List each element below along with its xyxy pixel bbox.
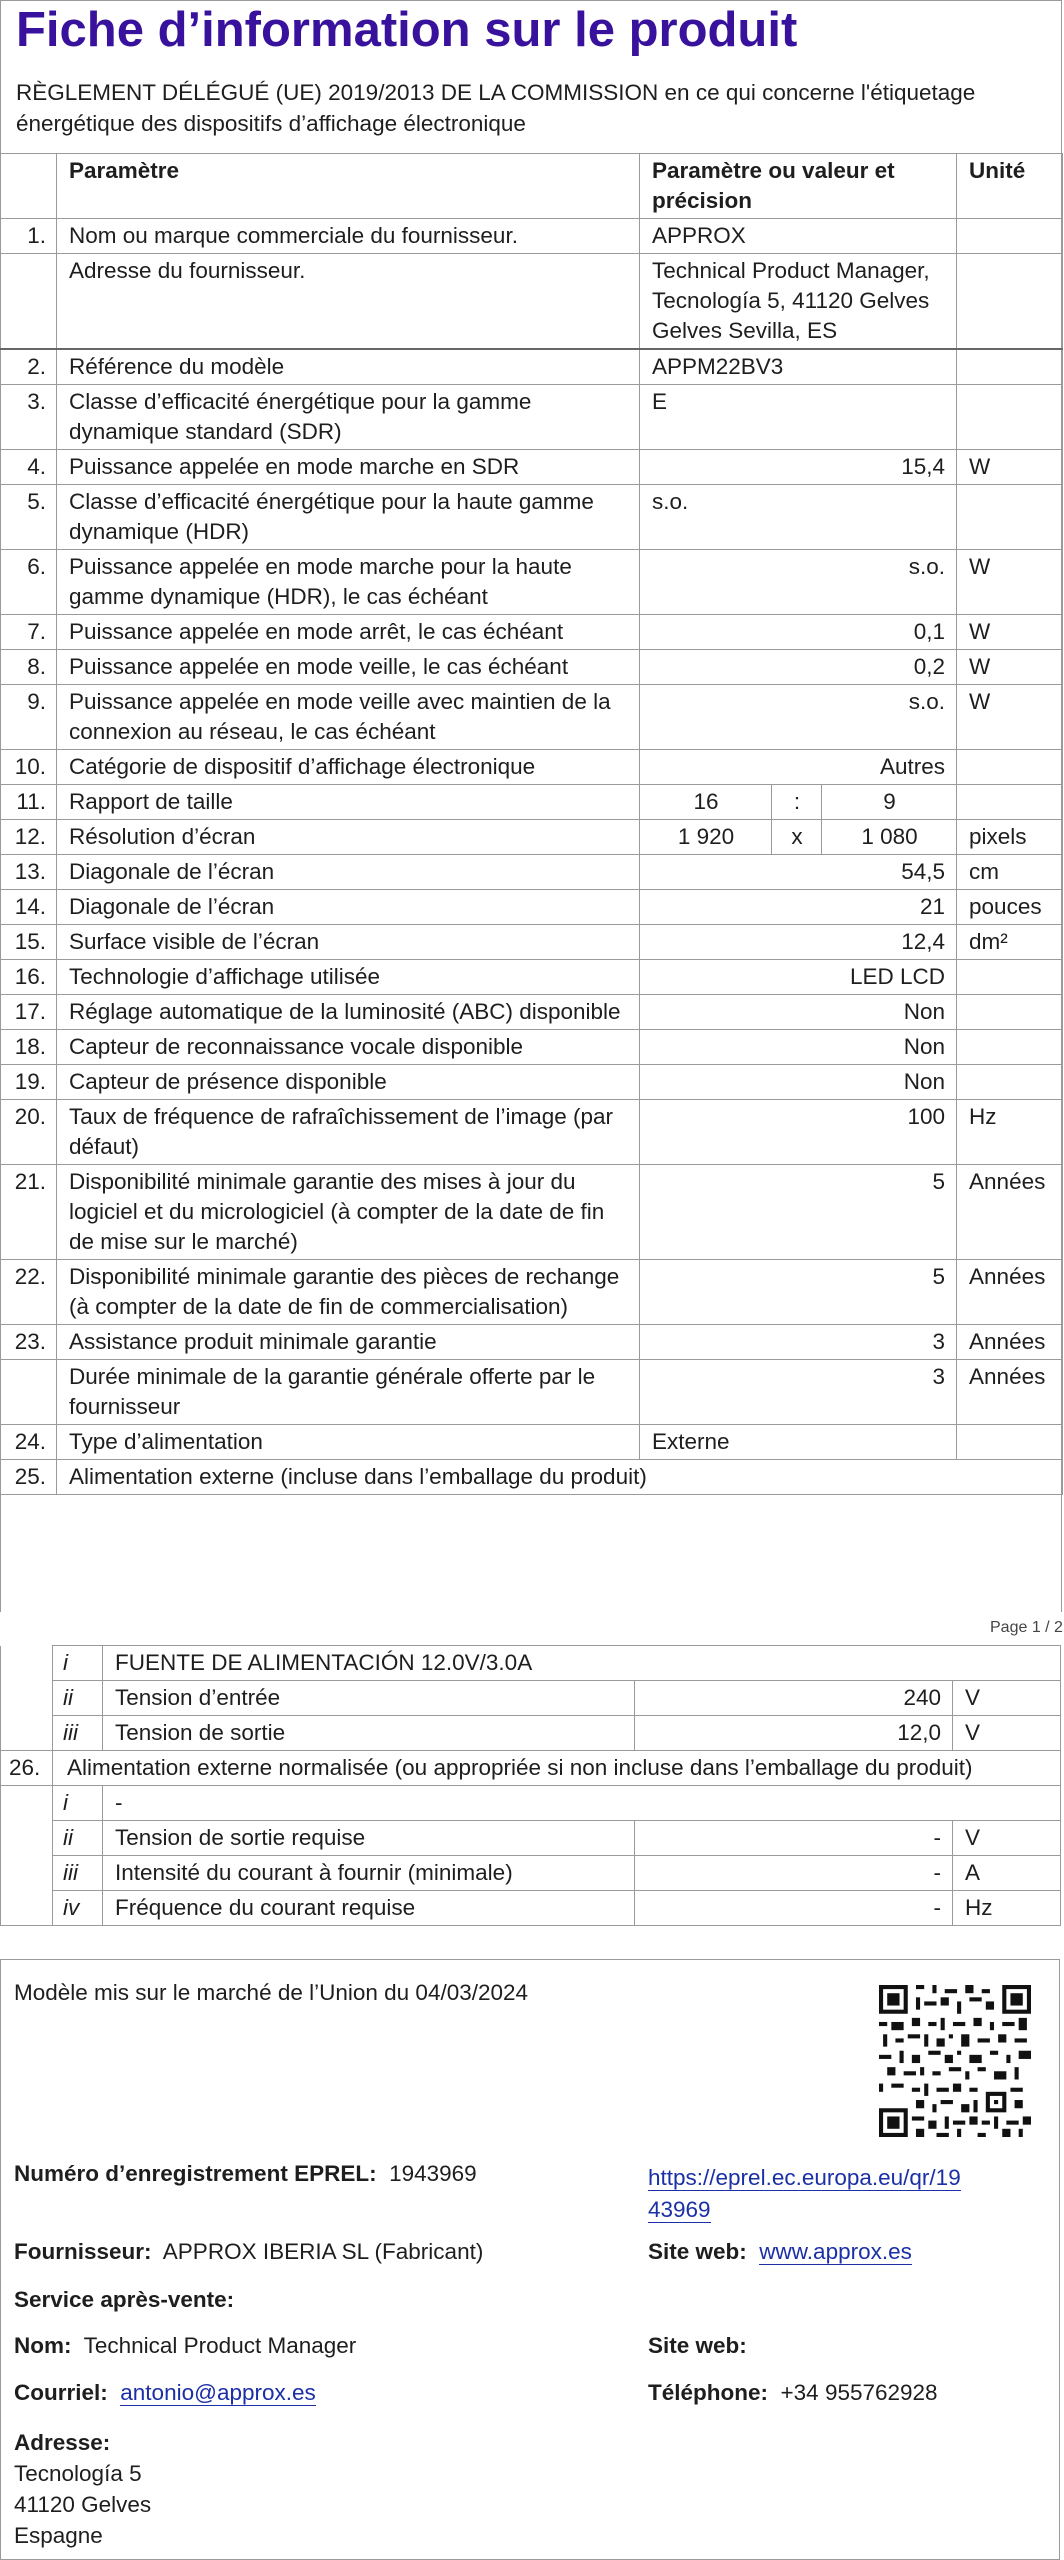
row-param: Puissance appelée en mode veille avec maintien de la connexion au réseau, le cas échéant	[57, 685, 640, 750]
row-value: Non	[640, 1065, 957, 1100]
eprel-link[interactable]: https://eprel.ec.europa.eu/qr/19	[648, 2165, 961, 2190]
ratio-width: 16	[640, 785, 772, 820]
row-param: Tension de sortie	[103, 1716, 635, 1751]
row-number: 2.	[1, 349, 57, 385]
phone-line	[648, 2380, 938, 2406]
supplier-line	[14, 2239, 483, 2265]
page-title: Fiche d’information sur le produit	[16, 3, 798, 57]
row-unit: pouces	[957, 890, 1063, 925]
row-value: 5	[640, 1165, 957, 1260]
table-row	[1, 1716, 1061, 1751]
product-info-table	[0, 153, 1063, 1495]
row-param: Alimentation externe normalisée (ou appropriée si non incluse dans l’emballage du produit)	[53, 1751, 1061, 1786]
row-value: LED LCD	[640, 960, 957, 995]
row-value: 0,2	[640, 650, 957, 685]
row-unit: cm	[957, 855, 1063, 890]
row-param: Disponibilité minimale garantie des pièces de rechange (à compter de la date de fin de commercialisation)	[57, 1260, 640, 1325]
row-unit	[957, 349, 1063, 385]
table-row	[1, 219, 1063, 254]
row-value: Technical Product Manager, Tecnología 5, 41120 Gelves Gelves Sevilla, ES	[640, 254, 957, 350]
row-unit: V	[953, 1821, 1061, 1856]
phone-label: Téléphone:	[648, 2380, 769, 2405]
row-unit: Années	[957, 1165, 1063, 1260]
row-param: Réglage automatique de la luminosité (ABC) disponible	[57, 995, 640, 1030]
row-param: Résolution d’écran	[57, 820, 640, 855]
table-row	[1, 1891, 1061, 1926]
table-row	[1, 1786, 1061, 1821]
row-value: Autres	[640, 750, 957, 785]
supplier-label: Fournisseur:	[14, 2239, 152, 2264]
table-row	[1, 254, 1063, 350]
row-number: ii	[53, 1821, 103, 1856]
address-block	[14, 2427, 151, 2551]
row-spacer	[1, 1856, 53, 1891]
website-label-2: Site web:	[648, 2333, 747, 2358]
market-date: Modèle mis sur le marché de l’Union du 04/03/2024	[14, 1980, 529, 2005]
table-row	[1, 995, 1063, 1030]
row-unit	[957, 1425, 1063, 1460]
row-unit	[957, 785, 1063, 820]
table-row	[1, 750, 1063, 785]
row-param: Type d’alimentation	[57, 1425, 640, 1460]
row-number: 26.	[1, 1751, 53, 1786]
row-value: -	[635, 1891, 953, 1926]
table-row	[1, 1100, 1063, 1165]
ratio-height: 9	[822, 785, 957, 820]
table-row	[1, 1165, 1063, 1260]
row-number: 24.	[1, 1425, 57, 1460]
resolution-width: 1 920	[640, 820, 772, 855]
row-unit	[957, 750, 1063, 785]
row-value: s.o.	[640, 485, 957, 550]
row-value: 0,1	[640, 615, 957, 650]
row-number: 3.	[1, 385, 57, 450]
website-label: Site web:	[648, 2239, 747, 2264]
row-number: 19.	[1, 1065, 57, 1100]
table-row	[1, 1460, 1063, 1495]
row-param: Puissance appelée en mode marche pour la haute gamme dynamique (HDR), le cas échéant	[57, 550, 640, 615]
row-value: -	[635, 1821, 953, 1856]
row-value: 12,4	[640, 925, 957, 960]
row-unit: A	[953, 1856, 1061, 1891]
table-row	[1, 960, 1063, 995]
row-param: Référence du modèle	[57, 349, 640, 385]
row-unit: Années	[957, 1325, 1063, 1360]
row-unit	[957, 385, 1063, 450]
ratio-separator: :	[772, 785, 822, 820]
row-number: 22.	[1, 1260, 57, 1325]
row-value: E	[640, 385, 957, 450]
row-spacer	[1, 1716, 53, 1751]
table-row	[1, 1425, 1063, 1460]
table-row	[1, 615, 1063, 650]
row-unit: Années	[957, 1260, 1063, 1325]
row-param: Disponibilité minimale garantie des mises à jour du logiciel et du micrologiciel (à compter de la date de fin de mise sur le marché)	[57, 1165, 640, 1260]
qr-code-icon[interactable]	[879, 1985, 1031, 2137]
row-number: 13.	[1, 855, 57, 890]
table-row	[1, 1751, 1061, 1786]
row-value: s.o.	[640, 550, 957, 615]
table-row	[1, 550, 1063, 615]
row-value: 240	[635, 1681, 953, 1716]
row-param: Taux de fréquence de rafraîchissement de l’image (par défaut)	[57, 1100, 640, 1165]
row-unit	[957, 1030, 1063, 1065]
email-link[interactable]: antonio@approx.es	[120, 2380, 316, 2405]
row-unit: V	[953, 1681, 1061, 1716]
row-param: Catégorie de dispositif d’affichage électronique	[57, 750, 640, 785]
table-row	[1, 820, 1063, 855]
row-number: 6.	[1, 550, 57, 615]
row-param: Fréquence du courant requise	[103, 1891, 635, 1926]
row-spacer	[1, 1646, 53, 1681]
row-number: iii	[53, 1716, 103, 1751]
row-unit: Hz	[957, 1100, 1063, 1165]
row-unit: W	[957, 650, 1063, 685]
row-value: APPROX	[640, 219, 957, 254]
row-value: s.o.	[640, 685, 957, 750]
row-value: Non	[640, 1030, 957, 1065]
row-param: Puissance appelée en mode veille, le cas échéant	[57, 650, 640, 685]
row-param: Surface visible de l’écran	[57, 925, 640, 960]
row-unit: W	[957, 550, 1063, 615]
row-value: APPM22BV3	[640, 349, 957, 385]
row-value: 15,4	[640, 450, 957, 485]
row-param: Diagonale de l’écran	[57, 890, 640, 925]
row-value: -	[635, 1856, 953, 1891]
row-param: Durée minimale de la garantie générale offerte par le fournisseur	[57, 1360, 640, 1425]
resolution-height: 1 080	[822, 820, 957, 855]
email-label: Courriel:	[14, 2380, 108, 2405]
row-unit: V	[953, 1716, 1061, 1751]
row-number: iii	[53, 1856, 103, 1891]
supplier-value: APPROX IBERIA SL (Fabricant)	[162, 2239, 484, 2264]
table-row	[1, 349, 1063, 385]
row-param: Diagonale de l’écran	[57, 855, 640, 890]
row-spacer	[1, 1891, 53, 1926]
row-param: Adresse du fournisseur.	[57, 254, 640, 350]
row-number: 9.	[1, 685, 57, 750]
row-spacer	[1, 1786, 53, 1821]
eprel-link-continued[interactable]: 43969	[648, 2197, 711, 2222]
eprel-label: Numéro d’enregistrement EPREL:	[14, 2161, 377, 2186]
row-param: Tension de sortie requise	[103, 1821, 635, 1856]
row-number	[1, 254, 57, 350]
table-row	[1, 1065, 1063, 1100]
header-param: Paramètre	[57, 154, 640, 219]
row-number: 16.	[1, 960, 57, 995]
contact-name-line	[14, 2333, 356, 2359]
row-value: 100	[640, 1100, 957, 1165]
address-line-2: 41120 Gelves	[14, 2492, 152, 2517]
row-param: Puissance appelée en mode arrêt, le cas échéant	[57, 615, 640, 650]
address-line-1: Tecnología 5	[14, 2461, 142, 2486]
row-number: 11.	[1, 785, 57, 820]
power-supply-table	[0, 1645, 1061, 1926]
page-number: Page 1 / 2	[990, 1619, 1063, 1636]
row-param: -	[103, 1786, 1061, 1821]
header-value: Paramètre ou valeur et précision	[640, 154, 957, 219]
table-row	[1, 485, 1063, 550]
row-param: Tension d’entrée	[103, 1681, 635, 1716]
row-unit	[957, 485, 1063, 550]
row-param: Technologie d’affichage utilisée	[57, 960, 640, 995]
row-param: Classe d’efficacité énergétique pour la gamme dynamique standard (SDR)	[57, 385, 640, 450]
row-number: 14.	[1, 890, 57, 925]
table-row	[1, 1646, 1061, 1681]
table-row	[1, 1821, 1061, 1856]
table-row	[1, 890, 1063, 925]
row-value: 3	[640, 1360, 957, 1425]
table-row	[1, 1856, 1061, 1891]
row-number	[1, 1360, 57, 1425]
row-unit	[957, 995, 1063, 1030]
table-row	[1, 855, 1063, 890]
row-value: Externe	[640, 1425, 957, 1460]
row-spacer	[1, 1681, 53, 1716]
service-heading: Service après-vente:	[14, 2287, 235, 2312]
row-param: FUENTE DE ALIMENTACIÓN 12.0V/3.0A	[103, 1646, 1061, 1681]
table-row	[1, 385, 1063, 450]
row-number: 8.	[1, 650, 57, 685]
eprel-line	[14, 2161, 477, 2187]
row-number: 17.	[1, 995, 57, 1030]
row-param: Assistance produit minimale garantie	[57, 1325, 640, 1360]
row-number: i	[53, 1786, 103, 1821]
row-number: 4.	[1, 450, 57, 485]
table-row	[1, 450, 1063, 485]
table-row	[1, 1260, 1063, 1325]
row-number: 15.	[1, 925, 57, 960]
row-unit	[957, 1065, 1063, 1100]
table-row	[1, 685, 1063, 750]
row-value: Non	[640, 995, 957, 1030]
row-number: 18.	[1, 1030, 57, 1065]
row-number: 25.	[1, 1460, 57, 1495]
table-row	[1, 925, 1063, 960]
row-unit: Années	[957, 1360, 1063, 1425]
row-number: 7.	[1, 615, 57, 650]
eprel-link-block	[648, 2162, 961, 2226]
row-param: Rapport de taille	[57, 785, 640, 820]
row-value: 3	[640, 1325, 957, 1360]
row-unit	[957, 254, 1063, 350]
header-no	[1, 154, 57, 219]
row-param: Alimentation externe (incluse dans l’emballage du produit)	[57, 1460, 1063, 1495]
website-link[interactable]: www.approx.es	[759, 2239, 912, 2264]
table-row	[1, 1681, 1061, 1716]
row-number: 10.	[1, 750, 57, 785]
resolution-separator: x	[772, 820, 822, 855]
row-value: 5	[640, 1260, 957, 1325]
row-value: 21	[640, 890, 957, 925]
table-row	[1, 1325, 1063, 1360]
row-number: 23.	[1, 1325, 57, 1360]
row-unit: W	[957, 685, 1063, 750]
row-number: i	[53, 1646, 103, 1681]
row-number: iv	[53, 1891, 103, 1926]
row-number: 12.	[1, 820, 57, 855]
row-unit	[957, 219, 1063, 254]
row-unit: W	[957, 615, 1063, 650]
row-param: Capteur de reconnaissance vocale disponible	[57, 1030, 640, 1065]
row-unit	[957, 960, 1063, 995]
name-label: Nom:	[14, 2333, 72, 2358]
regulation-text: RÈGLEMENT DÉLÉGUÉ (UE) 2019/2013 DE LA COMMISSION en ce qui concerne l'étiquetage énergétique des dispositifs d’affichage électronique	[16, 80, 976, 136]
row-param: Intensité du courant à fournir (minimale)	[103, 1856, 635, 1891]
row-spacer	[1, 1821, 53, 1856]
row-param: Puissance appelée en mode marche en SDR	[57, 450, 640, 485]
row-number: 5.	[1, 485, 57, 550]
address-line-3: Espagne	[14, 2523, 103, 2548]
table-row	[1, 650, 1063, 685]
row-number: 20.	[1, 1100, 57, 1165]
row-value: 12,0	[635, 1716, 953, 1751]
website-line	[648, 2239, 912, 2265]
row-number: 1.	[1, 219, 57, 254]
row-number: ii	[53, 1681, 103, 1716]
row-param: Capteur de présence disponible	[57, 1065, 640, 1100]
address-label: Adresse:	[14, 2430, 111, 2455]
eprel-value: 1943969	[389, 2161, 477, 2186]
row-unit: Hz	[953, 1891, 1061, 1926]
row-value: 54,5	[640, 855, 957, 890]
email-line	[14, 2380, 316, 2406]
row-param: Classe d’efficacité énergétique pour la haute gamme dynamique (HDR)	[57, 485, 640, 550]
phone-value: +34 955762928	[780, 2380, 938, 2405]
table-row	[1, 1030, 1063, 1065]
table-row	[1, 785, 1063, 820]
name-value: Technical Product Manager	[83, 2333, 357, 2358]
row-unit: W	[957, 450, 1063, 485]
table-header-row	[1, 154, 1063, 219]
row-unit: dm²	[957, 925, 1063, 960]
row-number: 21.	[1, 1165, 57, 1260]
row-param: Nom ou marque commerciale du fournisseur.	[57, 219, 640, 254]
row-unit: pixels	[957, 820, 1063, 855]
table-row	[1, 1360, 1063, 1425]
header-unit: Unité	[957, 154, 1063, 219]
